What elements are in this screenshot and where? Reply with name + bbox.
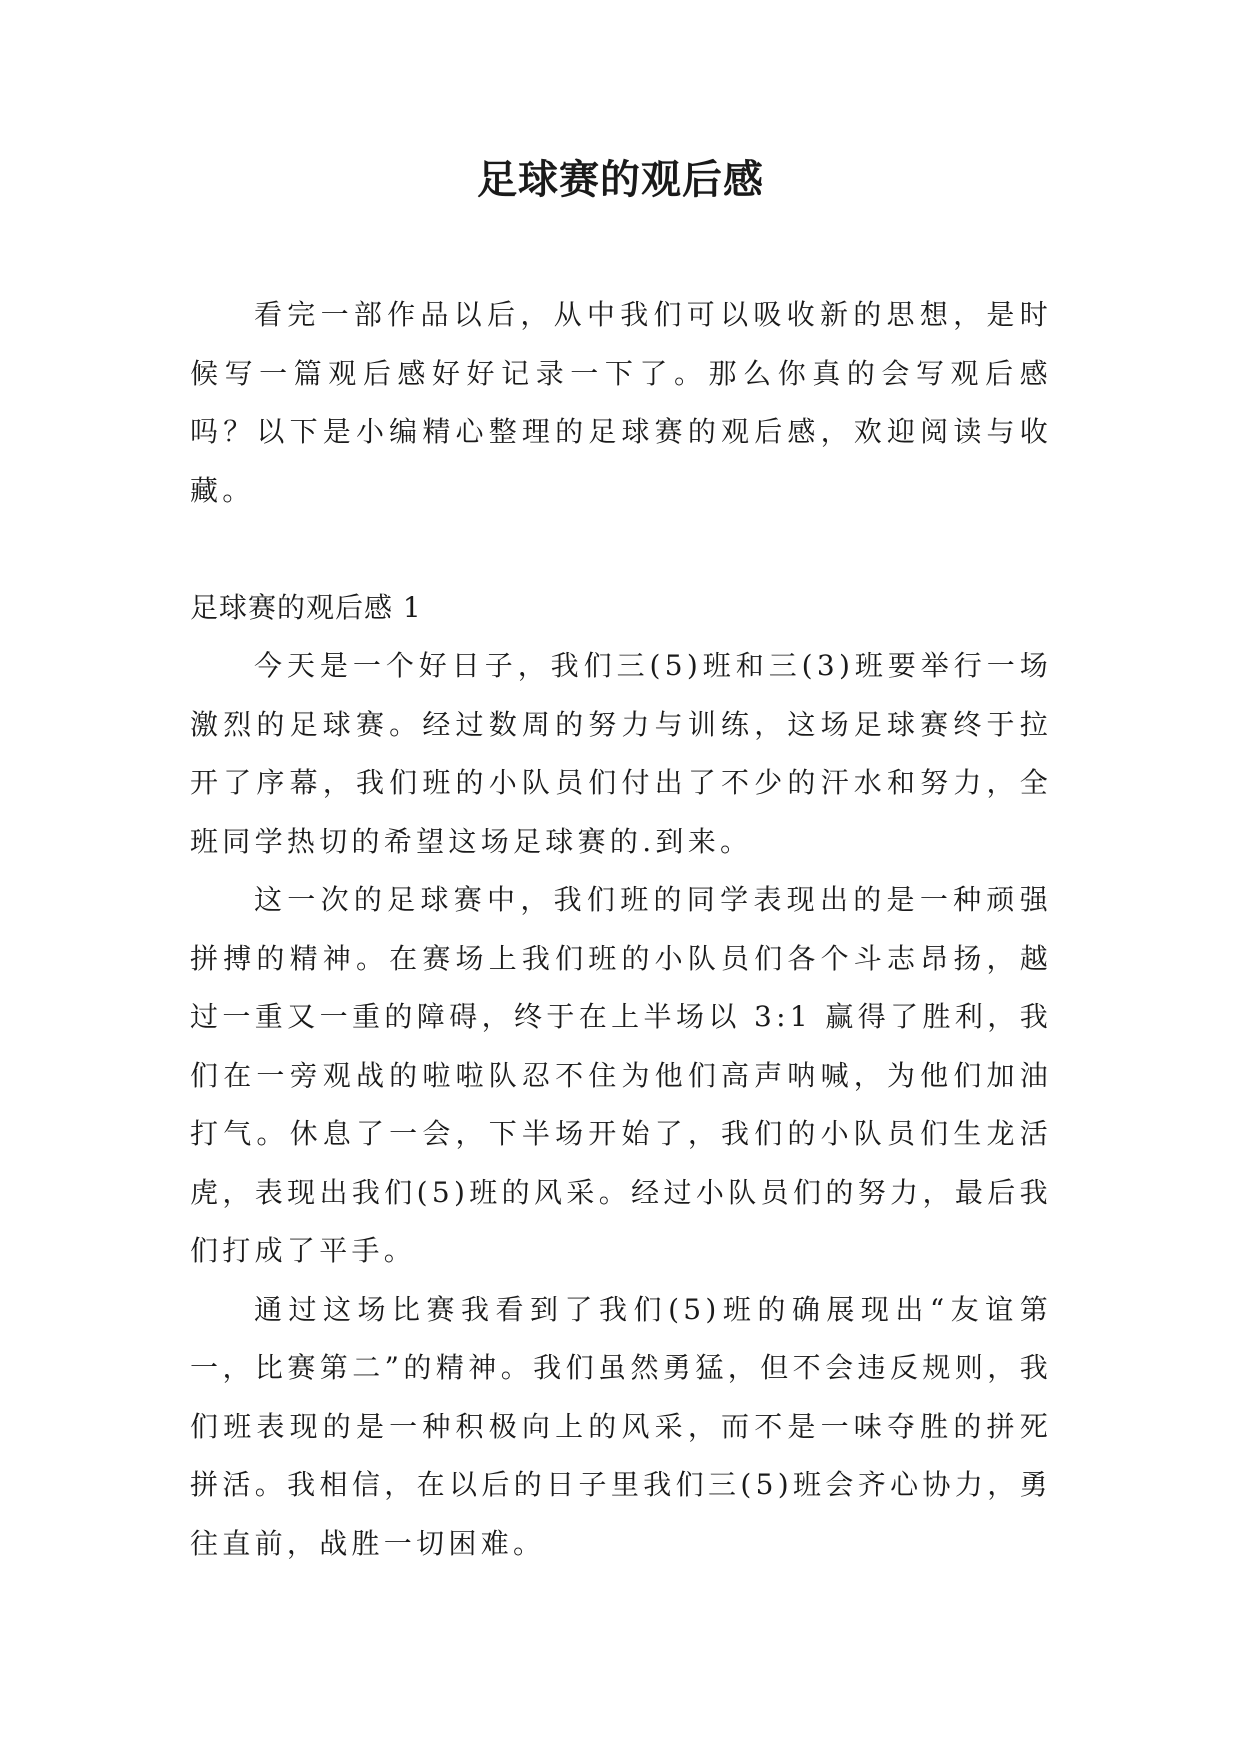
document-title: 足球赛的观后感 [477,156,764,203]
intro-paragraph: 看完一部作品以后，从中我们可以吸收新的思想，是时候写一篇观后感好好记录一下了。那么你真的会写观后感吗？以下是小编精心整理的足球赛的观后感，欢迎阅读与收藏。 [190,298,1052,507]
body-paragraph-3: 通过这场比赛我看到了我们(5)班的确展现出“友谊第一，比赛第二”的精神。我们虽然勇猛，但不会违反规则，我们班表现的是一种积极向上的风采，而不是一味夺胜的拼死拼活。我相信，在以后的日子里我们三(5)班会齐心协力，勇往直前，战胜一切困难。 [190,1292,1052,1560]
section-heading: 足球赛的观后感 1 [190,590,422,624]
paragraph-spacer [190,520,1052,579]
body-paragraph-1: 今天是一个好日子，我们三(5)班和三(3)班要举行一场激烈的足球赛。经过数周的努力与训练，这场足球赛终于拉开了序幕，我们班的小队员们付出了不少的汗水和努力，全班同学热切的希望这场足球赛的.到来。 [190,649,1052,858]
document-body [190,286,1052,1573]
body-paragraph-2: 这一次的足球赛中，我们班的同学表现出的是一种顽强拼搏的精神。在赛场上我们班的小队员们各个斗志昂扬，越过一重又一重的障碍，终于在上半场以 3:1 赢得了胜利，我们在一旁观战的啦啦队忍不住为他们高声呐喊，为他们加油打气。休息了一会，下半场开始了，我们的小队员们生龙活虎，表现出我们(5)班的风采。经过小队员们的努力，最后我们打成了平手。 [190,883,1052,1267]
